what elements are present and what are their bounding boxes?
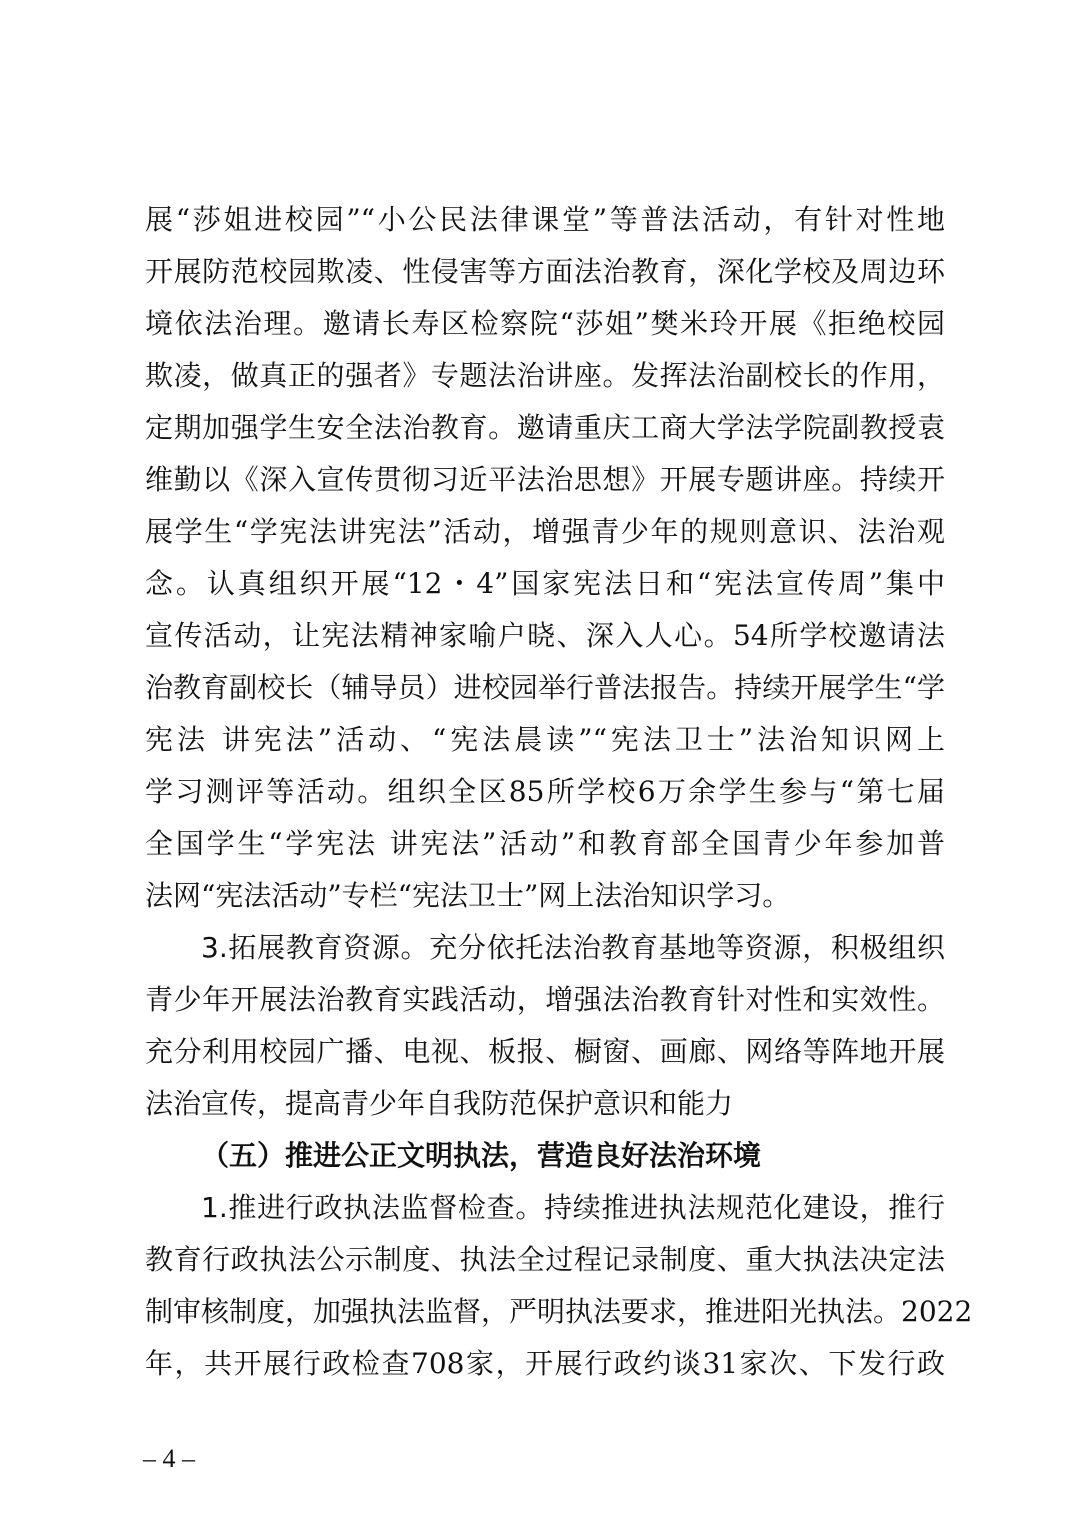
text-line: 法治宣传，提高青少年自我防范保护意识和能力 xyxy=(145,1087,734,1120)
section-heading: （五）推进公正文明执法，营造良好法治环境 xyxy=(201,1139,762,1172)
paragraph-lead: 3.拓展教育资源。 xyxy=(201,931,430,964)
text-line: 法网“宪法活动”专栏“宪法卫士”网上法治知识学习。 xyxy=(145,879,791,912)
text-line: 维勤以《深入宣传贯彻习近平法治思想》开展专题讲座。持续开 xyxy=(145,463,945,496)
text-line: 展学生“学宪法讲宪法”活动，增强青少年的规则意识、法治观 xyxy=(145,515,945,548)
text-line: 青少年开展法治教育实践活动，增强法治教育针对性和实效性。 xyxy=(145,983,945,1016)
text-line: 制审核制度，加强执法监督，严明执法要求，推进阳光执法。2022 xyxy=(145,1295,973,1328)
paragraph-text: 充分依托法治教育基地等资源，积极组织 xyxy=(429,931,945,964)
text-line xyxy=(145,922,945,974)
text-line: 展“莎姐进校园”“小公民法律课堂”等普法活动，有针对性地 xyxy=(145,203,945,236)
text-line: 学习测评等活动。组织全区85所学校6万余学生参与“第七届 xyxy=(145,775,945,808)
text-line: 境依法治理。邀请长寿区检察院“莎姐”樊米玲开展《拒绝校园 xyxy=(145,307,945,340)
document-body xyxy=(145,194,973,1390)
text-line: 教育行政执法公示制度、执法全过程记录制度、重大执法决定法 xyxy=(145,1243,945,1276)
paragraph-1 xyxy=(145,194,945,922)
paragraph-lead: 1.推进行政执法监督检查。 xyxy=(201,1191,545,1224)
paragraph-text: 持续推进执法规范化建设，推行 xyxy=(544,1191,945,1224)
text-line: 宣传活动，让宪法精神家喻户晓、深入人心。54所学校邀请法 xyxy=(145,619,945,652)
text-line: 治教育副校长（辅导员）进校园举行普法报告。持续开展学生“学 xyxy=(145,671,945,704)
text-line: 念。认真组织开展“12・4”国家宪法日和“宪法宣传周”集中 xyxy=(145,567,945,600)
text-line: 欺凌，做真正的强者》专题法治讲座。发挥法治副校长的作用， xyxy=(145,359,945,392)
text-line: 充分利用校园广播、电视、板报、橱窗、画廊、网络等阵地开展 xyxy=(145,1035,945,1068)
paragraph-3 xyxy=(145,1182,973,1390)
text-line: 宪法 讲宪法”活动、“宪法晨读”“宪法卫士”法治知识网上 xyxy=(145,723,945,756)
page-number: – 4 – xyxy=(143,1444,195,1473)
text-line: 定期加强学生安全法治教育。邀请重庆工商大学法学院副教授袁 xyxy=(145,411,945,444)
paragraph-2 xyxy=(145,922,945,1130)
text-line: 年，共开展行政检查708家，开展行政约谈31家次、下发行政 xyxy=(145,1347,945,1380)
text-line: 开展防范校园欺凌、性侵害等方面法治教育，深化学校及周边环 xyxy=(145,255,945,288)
text-line xyxy=(145,1182,945,1234)
text-line: 全国学生“学宪法 讲宪法”活动”和教育部全国青少年参加普 xyxy=(145,827,945,860)
